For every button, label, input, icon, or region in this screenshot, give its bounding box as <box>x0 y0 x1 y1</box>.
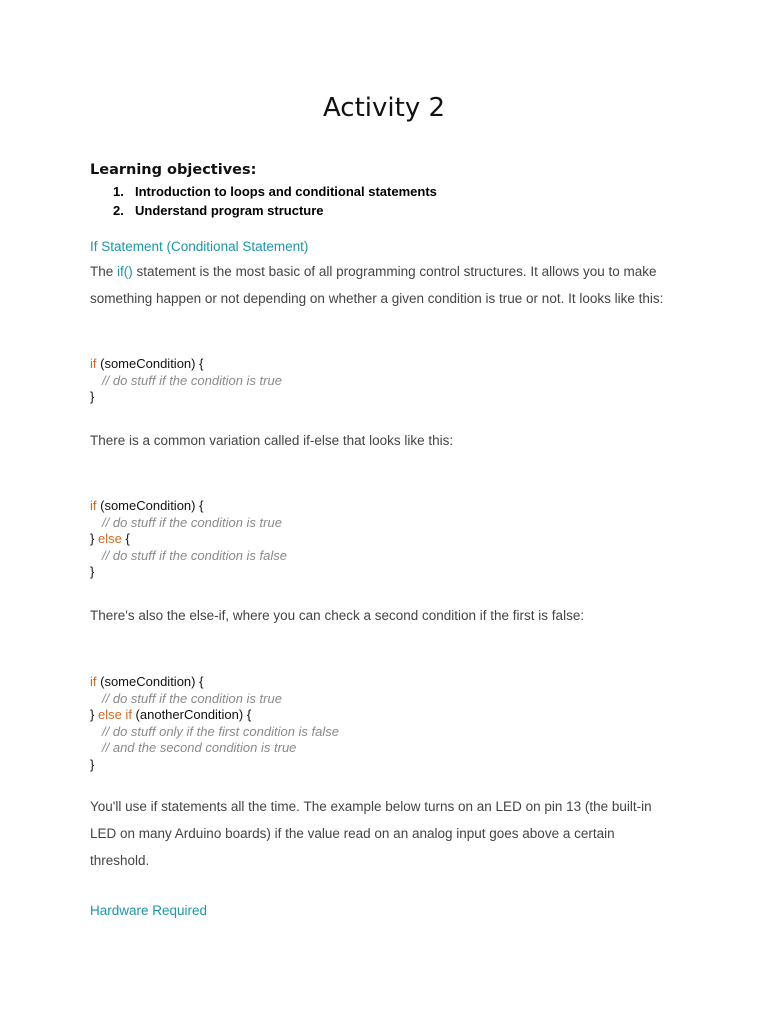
code-line <box>90 674 339 691</box>
code-close-brace: } <box>90 389 95 404</box>
code-line <box>90 691 339 708</box>
usage-paragraph: You'll use if statements all the time. The example below turns on an LED on pin 13 (the built-in LED on many Arduino boards) if the value read on an analog input goes above a certain threshold. <box>90 799 652 868</box>
code-condition: (anotherCondition) { <box>131 707 252 722</box>
code-line <box>90 548 287 565</box>
objectives-heading: Learning objectives: <box>90 162 257 178</box>
page-title: Activity 2 <box>322 93 446 123</box>
code-line <box>90 373 282 390</box>
objective-item <box>113 182 437 201</box>
objective-number: 1. <box>113 184 124 199</box>
keyword-if: if <box>90 356 97 371</box>
code-else-open: } <box>90 531 98 546</box>
code-comment: // do stuff if the condition is true <box>102 690 282 706</box>
keyword-else-if: else if <box>97 707 132 722</box>
code-comment: // do stuff if the condition is true <box>102 514 282 530</box>
code-line <box>90 498 287 515</box>
code-brace: { <box>121 531 130 546</box>
code-comment: // do stuff if the condition is true <box>102 372 282 388</box>
code-line <box>90 356 282 373</box>
code-condition: (someCondition) { <box>96 674 204 689</box>
code-comment: // do stuff only if the first condition is false <box>102 723 340 739</box>
code-condition: (someCondition) { <box>96 356 204 371</box>
intro-suffix: statement is the most basic of all programming control structures. It allows you to make something happen or not depending on whether a given condition is true or not. It looks like this: <box>90 264 664 306</box>
objective-text: Understand program structure <box>135 203 324 218</box>
keyword-if: if <box>90 498 97 513</box>
objectives-list <box>113 182 437 220</box>
code-block-if <box>90 356 282 406</box>
code-line <box>90 757 339 774</box>
code-else-open: } <box>90 707 98 722</box>
code-line <box>90 531 287 548</box>
objective-item <box>113 201 437 220</box>
if-intro-paragraph <box>90 258 690 312</box>
code-block-else-if <box>90 674 339 773</box>
objective-text: Introduction to loops and conditional statements <box>135 184 437 199</box>
code-close-brace: } <box>90 564 95 579</box>
code-close-brace: } <box>90 756 95 772</box>
code-line <box>90 740 339 757</box>
else-if-paragraph: There's also the else-if, where you can check a second condition if the first is false: <box>90 608 585 623</box>
code-comment: // do stuff if the condition is false <box>102 547 287 563</box>
code-block-if-else <box>90 498 287 581</box>
intro-prefix: The <box>90 264 118 279</box>
code-line <box>90 389 282 406</box>
code-line <box>90 724 339 741</box>
code-line <box>90 564 287 581</box>
variation-paragraph: There is a common variation called if-else that looks like this: <box>90 433 454 448</box>
if-statement-heading: If Statement (Conditional Statement) <box>90 239 309 254</box>
keyword-else: else <box>97 531 122 546</box>
inline-code-if: if() <box>117 264 133 279</box>
hardware-required-heading: Hardware Required <box>90 903 208 918</box>
code-comment: // and the second condition is true <box>102 740 297 755</box>
code-line <box>90 707 339 724</box>
code-line <box>90 515 287 532</box>
code-condition: (someCondition) { <box>96 498 204 513</box>
objective-number: 2. <box>113 203 124 218</box>
keyword-if: if <box>90 674 97 689</box>
